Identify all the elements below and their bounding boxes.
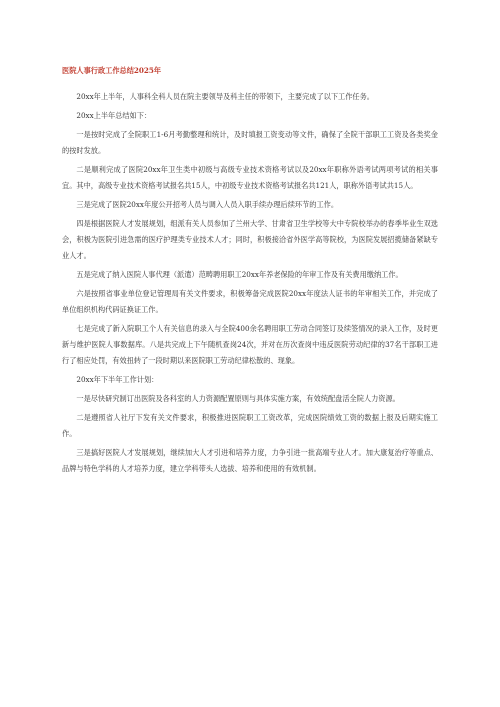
paragraph-item-6: 六是按照省事业单位登记管理局有关文件要求，积极筹备完成医院20xx年度法人证书的年审相关工作，并完成了单位组织机构代码证换证工作。 bbox=[62, 289, 438, 314]
paragraph-item-1: 一是按时完成了全院职工1-6月考勤整理和统计，及时填报工资变动等文件，确保了全院干部职工工资及各类奖金的按时发放。 bbox=[62, 130, 438, 155]
document-page bbox=[62, 66, 438, 480]
paragraph-plan-heading: 20xx年下半年工作计划： bbox=[76, 375, 159, 384]
paragraph-item-3: 三是完成了医院20xx年度公开招考人员与调入人员入职手续办理后续环节的工作。 bbox=[76, 200, 339, 209]
paragraph-item-4: 四是根据医院人才发展规划，组派有关人员参加了兰州大学、甘肃省卫生学校等大中专院校举办的春季毕业生双选会，积极为医院引进急需的医疗护理类专业技术人才；同时，积极接洽省外医学高等院校，为医院发展招揽储备紧缺专业人才。 bbox=[62, 219, 438, 260]
paragraph-item-7-8: 七是完成了新入院职工个人有关信息的录入与全院400余名聘用职工劳动合同签订及续签情况的录入工作，及时更新与维护医院人事数据库。八是共完成上下午随机查岗24次，并对在历次查岗中违反医院劳动纪律的37名干部职工进行了相应处罚，有效扭转了一段时期以来医院职工劳动纪律松散的、现象。 bbox=[62, 324, 438, 365]
paragraph-item-2: 二是顺利完成了医院20xx年卫生类中初级与高级专业技术资格考试以及20xx年职称外语考试两项考试的相关事宜。其中，高级专业技术资格考试报名共15人，中初级专业技术资格考试报名共121人，职称外语考试共15人。 bbox=[62, 165, 438, 190]
document-title: 医院人事行政工作总结2025年 bbox=[62, 66, 162, 75]
paragraph-plan-1: 一是尽快研究制订出医院及各科室的人力资源配置原则与具体实施方案，有效统配盘活全院人力资源。 bbox=[76, 394, 400, 403]
paragraph-summary-heading: 20xx上半年总结如下： bbox=[76, 111, 152, 120]
paragraph-plan-3: 三是搞好医院人才发展规划，继续加大人才引进和培养力度，力争引进一批高端专业人才。加大康复治疗等重点、品牌与特色学科的人才培养力度，建立学科带头人选拔、培养和使用的有效机制。 bbox=[62, 448, 438, 473]
paragraph-intro: 20xx年上半年，人事科全科人员在院主要领导及科主任的带领下，主要完成了以下工作任务。 bbox=[76, 92, 374, 101]
paragraph-item-5: 五是完成了纳入医院人事代理（派遣）范畴聘用职工20xx年养老保险的年审工作及有关费用缴纳工作。 bbox=[76, 270, 403, 279]
paragraph-plan-2: 二是遵照省人社厅下发有关文件要求，积极推进医院职工工资改革，完成医院绩效工资的数据上报及后期实施工作。 bbox=[62, 413, 438, 438]
